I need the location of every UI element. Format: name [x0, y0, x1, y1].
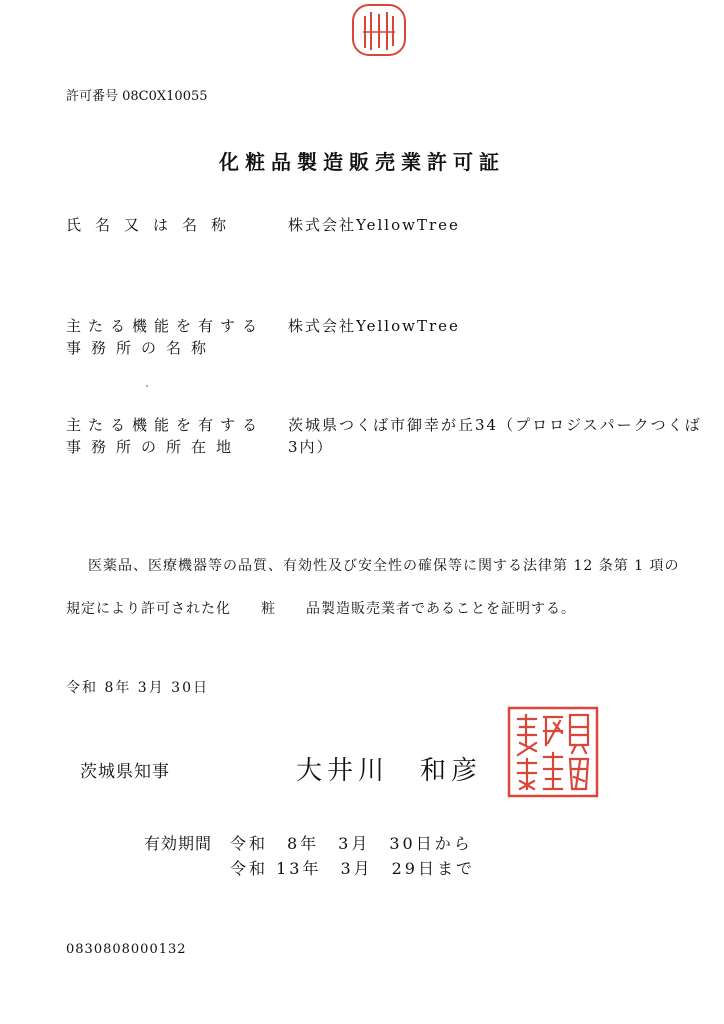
validity-end-date: 令和 13年 3月 29日まで [230, 859, 475, 878]
document-id: 0830808000132 [66, 942, 187, 957]
office-name-value: 株式会社YellowTree [288, 317, 460, 335]
validity-label: 有効期間 [144, 834, 213, 853]
office-label-line2: 事務所の名称 [66, 339, 217, 357]
permit-number: 許可番号 08C0X10055 [66, 89, 208, 104]
issuer-title: 茨城県知事 [80, 762, 170, 782]
governor-seal-stamp [506, 705, 600, 803]
name-value: 株式会社YellowTree [288, 216, 460, 234]
address-label-line1: 主たる機能を有する [66, 416, 265, 434]
document-title: 化粧品製造販売業許可証 [219, 150, 505, 174]
scan-speck [146, 385, 148, 387]
address-value-line1: 茨城県つくば市御幸が丘34（プロロジスパークつくば [288, 416, 702, 434]
validity-start-date: 令和 8年 3月 30日から [230, 834, 473, 853]
governor-signature: 大井川 和彦 [296, 756, 483, 786]
address-value-line2: 3内） [288, 438, 334, 456]
issue-date: 令和 8年 3月 30日 [66, 680, 209, 696]
office-label-line1: 主たる機能を有する [66, 317, 265, 335]
certification-text-line1: 医薬品、医療機器等の品質、有効性及び安全性の確保等に関する法律第 12 条第 1 項の [88, 558, 680, 574]
top-seal-stamp [349, 2, 409, 64]
name-label: 氏名又は名称 [66, 216, 241, 234]
certification-text-line2: 規定により許可された化 粧 品製造販売業者であることを証明する。 [66, 601, 576, 617]
address-label-line2: 事務所の所在地 [66, 438, 242, 456]
